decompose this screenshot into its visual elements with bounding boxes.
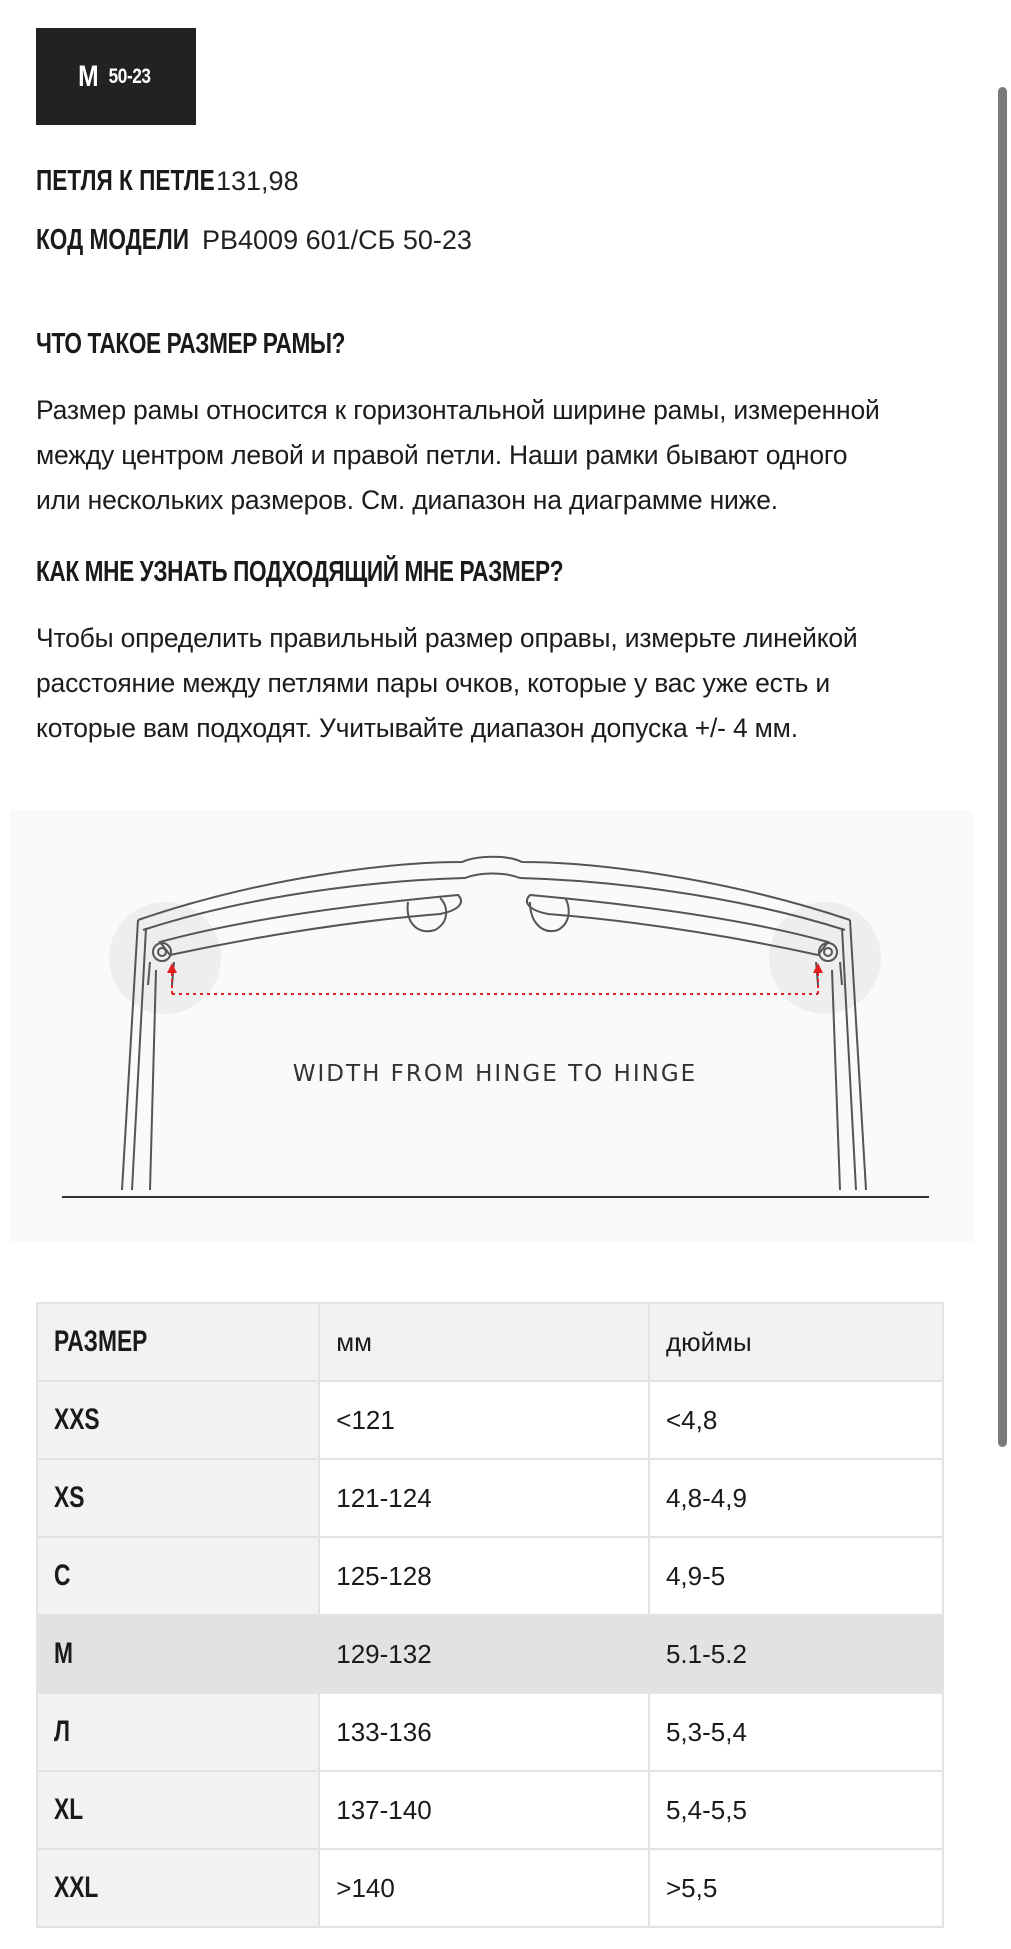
table-header-row [37, 1303, 943, 1381]
table-row [37, 1381, 943, 1459]
size-table [36, 1302, 944, 1928]
spec-label: КОД МОДЕЛИ [36, 223, 189, 256]
mm-cell: 129-132 [319, 1615, 649, 1693]
table-row [37, 1537, 943, 1615]
text-line: Чтобы определить правильный размер оправы, измерьте линейкой [36, 623, 858, 653]
spec-model-code [36, 220, 472, 260]
how-to-text [36, 616, 976, 751]
header-inches: дюймы [649, 1303, 943, 1381]
header-mm: мм [319, 1303, 649, 1381]
text-line: расстояние между петлями пары очков, которые у вас уже есть и [36, 668, 831, 698]
hinge-width-diagram [10, 810, 973, 1242]
table-row [37, 1693, 943, 1771]
diagram-caption: WIDTH FROM HINGE TO HINGE [292, 1061, 698, 1087]
size-cell [37, 1771, 319, 1849]
spec-hinge-to-hinge [36, 161, 299, 201]
spec-value: РВ4009 601/СБ 50-23 [202, 224, 472, 255]
inches-cell: 5,3-5,4 [649, 1693, 943, 1771]
text-line: которые вам подходят. Учитывайте диапазон допуска +/- 4 мм. [36, 713, 798, 743]
size-cell-text: XXS [54, 1403, 100, 1436]
page-scrollbar[interactable] [998, 87, 1007, 1447]
size-cell [37, 1537, 319, 1615]
header-size-text: РАЗМЕР [54, 1325, 148, 1358]
table-row [37, 1849, 943, 1927]
frame-outline [122, 857, 866, 1190]
measure-arrow [167, 963, 823, 994]
how-to-heading-text: КАК МНЕ УЗНАТЬ ПОДХОДЯЩИЙ МНЕ РАЗМЕР? [36, 556, 564, 588]
size-cell-text: XXL [54, 1871, 99, 1904]
mm-cell: 125-128 [319, 1537, 649, 1615]
size-cell-text: Л [54, 1715, 71, 1748]
spec-label: ПЕТЛЯ К ПЕТЛЕ [36, 164, 215, 197]
inches-cell: 4,8-4,9 [649, 1459, 943, 1537]
size-cell-text: M [54, 1637, 73, 1670]
mm-cell: >140 [319, 1849, 649, 1927]
mm-cell: 121-124 [319, 1459, 649, 1537]
size-cell [37, 1615, 319, 1693]
inches-cell: <4,8 [649, 1381, 943, 1459]
frame-size-text [36, 388, 976, 523]
size-cell-text: XL [54, 1793, 84, 1826]
inches-cell: 4,9-5 [649, 1537, 943, 1615]
text-line: между центром левой и правой петли. Наши рамки бывают одного [36, 440, 848, 470]
inches-cell: >5,5 [649, 1849, 943, 1927]
right-hinge-highlight [769, 902, 881, 1014]
table-row [37, 1771, 943, 1849]
how-to-heading [36, 556, 712, 589]
inches-cell: 5,4-5,5 [649, 1771, 943, 1849]
text-line: или нескольких размеров. См. диапазон на диаграмме ниже. [36, 485, 778, 515]
left-hinge-highlight [109, 902, 221, 1014]
mm-cell: <121 [319, 1381, 649, 1459]
size-cell [37, 1849, 319, 1927]
size-cell [37, 1459, 319, 1537]
frame-size-heading [36, 328, 432, 361]
size-cell [37, 1693, 319, 1771]
inches-cell: 5.1-5.2 [649, 1615, 943, 1693]
size-cell-text: С [54, 1559, 71, 1592]
size-cell-text: XS [54, 1481, 85, 1514]
mm-cell: 133-136 [319, 1693, 649, 1771]
frame-size-heading-text: ЧТО ТАКОЕ РАЗМЕР РАМЫ? [36, 328, 346, 360]
spec-value: 131,98 [216, 165, 299, 196]
selected-size-badge [36, 28, 196, 125]
glasses-illustration [10, 810, 973, 1242]
mm-cell: 137-140 [319, 1771, 649, 1849]
badge-size-letter: M [78, 59, 99, 93]
table-row-selected [37, 1615, 943, 1693]
size-cell [37, 1381, 319, 1459]
badge-size-measure: 50-23 [109, 64, 151, 88]
text-line: Размер рамы относится к горизонтальной ширине рамы, измеренной [36, 395, 880, 425]
table-row [37, 1459, 943, 1537]
header-size [37, 1303, 319, 1381]
